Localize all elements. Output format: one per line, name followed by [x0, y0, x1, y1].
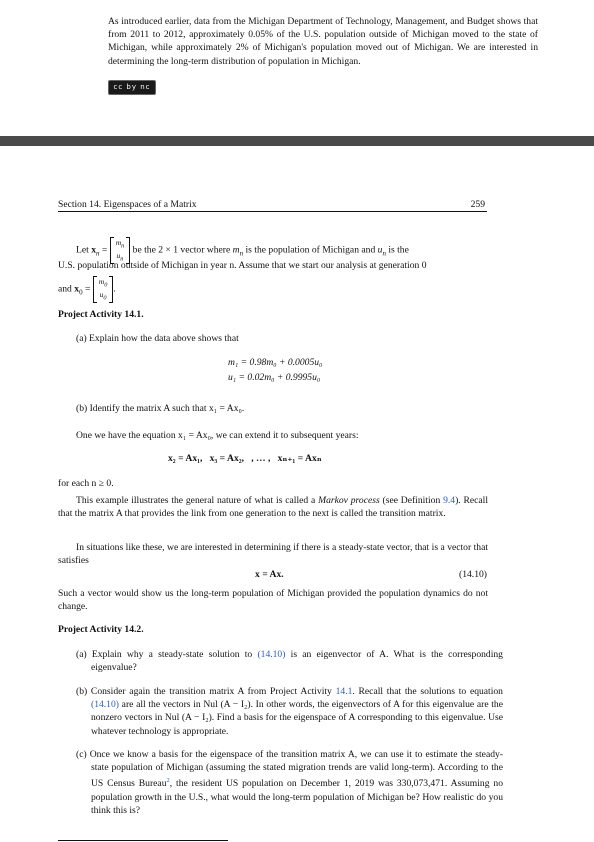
pa141-equation-1: m₁ = 0.98m₀ + 0.0005u₀	[228, 357, 323, 368]
for-each-n: for each n ≥ 0.	[58, 478, 114, 489]
activity-14-1-link[interactable]: 14.1	[335, 686, 353, 697]
pa142-item-c: (c) Once we know a basis for the eigenspace of the transition matrix A, we can use it to estimate the steady-state population of Michigan (assuming the stated migration trends are valid long-term). According to the US Census Bureau$^2$, the resident US population on December 1, 2019 was 330,073,471. Assuming no population growth in the U.S., what would the long-term population of Michigan be? How realistic do you think this is?	[76, 749, 504, 816]
pa141-item-b: (b) Identify the matrix A such that x₁ = Ax₀.	[76, 403, 245, 414]
vector-xn: $m_n$ $u_n$	[110, 237, 131, 264]
header-rule	[58, 211, 487, 212]
definition-9-4-link[interactable]: 9.4	[443, 495, 456, 506]
pa142-item-a: (a) Explain why a steady-state solution to (14.10) is an eigenvector of A. What is the corresponding eigenvalue?	[76, 649, 503, 674]
project-activity-14-1-title: Project Activity 14.1.	[58, 309, 144, 320]
running-header: Section 14. Eigenspaces of a Matrix	[58, 199, 197, 210]
pa141-item-a: (a) Explain how the data above shows that	[76, 333, 239, 344]
page-separator	[0, 136, 594, 146]
page-number: 259	[470, 199, 485, 210]
long-term-paragraph: Such a vector would show us the long-term population of Michigan provided the population dynamics do not change.	[58, 588, 488, 613]
recurrence-equation: x₂ = Ax₁, x₃ = Ax₂, , … , xₙ₊₁ = Axₙ	[168, 453, 322, 464]
intro-x0-line: and $x_0$ = $m_0$ $u_0$ .	[58, 277, 116, 301]
intro-line-2: U.S. population outside of Michigan in year n. Assume that we start our analysis at generation 0	[58, 260, 427, 271]
steady-state-equation: x = Ax.	[255, 569, 284, 580]
intro-paragraph: As introduced earlier, data from the Michigan Department of Technology, Management, and Budget shows that from 2011 to 2012, approximately 0.05% of the U.S. population outside of Michigan moved to the state of Michigan, while approximately 2% of Michigan's population moved out of Michigan. We are interested in determining the long-term distribution of population in Michigan.	[108, 16, 538, 67]
equation-label-14-10: (14.10)	[459, 569, 487, 580]
steady-state-paragraph: In situations like these, we are interested in determining if there is a steady-state vector, that is a vector that satisfies	[58, 542, 488, 567]
footnote-2-link[interactable]: 2	[166, 777, 170, 785]
pa141-equation-2: u₁ = 0.02m₀ + 0.9995u₀	[228, 372, 321, 383]
eq-14-10-link[interactable]: (14.10)	[257, 649, 286, 660]
project-activity-14-2-title: Project Activity 14.2.	[58, 624, 144, 635]
intro-let-line: Let $x_n$ = $m_n$ $u_n$ be the 2 × 1 vector where $m_n$ is the population of Michigan and $u_n$ is the	[76, 238, 409, 262]
recurrence-intro: One we have the equation x₁ = Ax₀, we can extend it to subsequent years:	[76, 430, 359, 441]
footnote-rule	[58, 840, 228, 841]
eq-14-10-link-2[interactable]: (14.10)	[91, 699, 119, 711]
markov-paragraph: This example illustrates the general nature of what is called a Markov process (see Definition 9.4). Recall that the matrix A that provides the link from one generation to the next is called the transition matrix.	[58, 495, 489, 520]
pa142-item-b: (b) Consider again the transition matrix A from Project Activity 14.1. Recall that the solutions to equation (14.10) are all the vectors in Nul (A − I₂). In other words, the eigenvectors of A for this eigenvalue are the nonzero vectors in Nul (A − I₂). Find a basis for the eigenspace of A corresponding to this eigenvalue. Use whatever technology is appropriate.	[76, 686, 503, 737]
license-badge-icon: cc by nc sa	[108, 80, 156, 95]
vector-x0: $m_0$ $u_0$	[93, 276, 114, 303]
